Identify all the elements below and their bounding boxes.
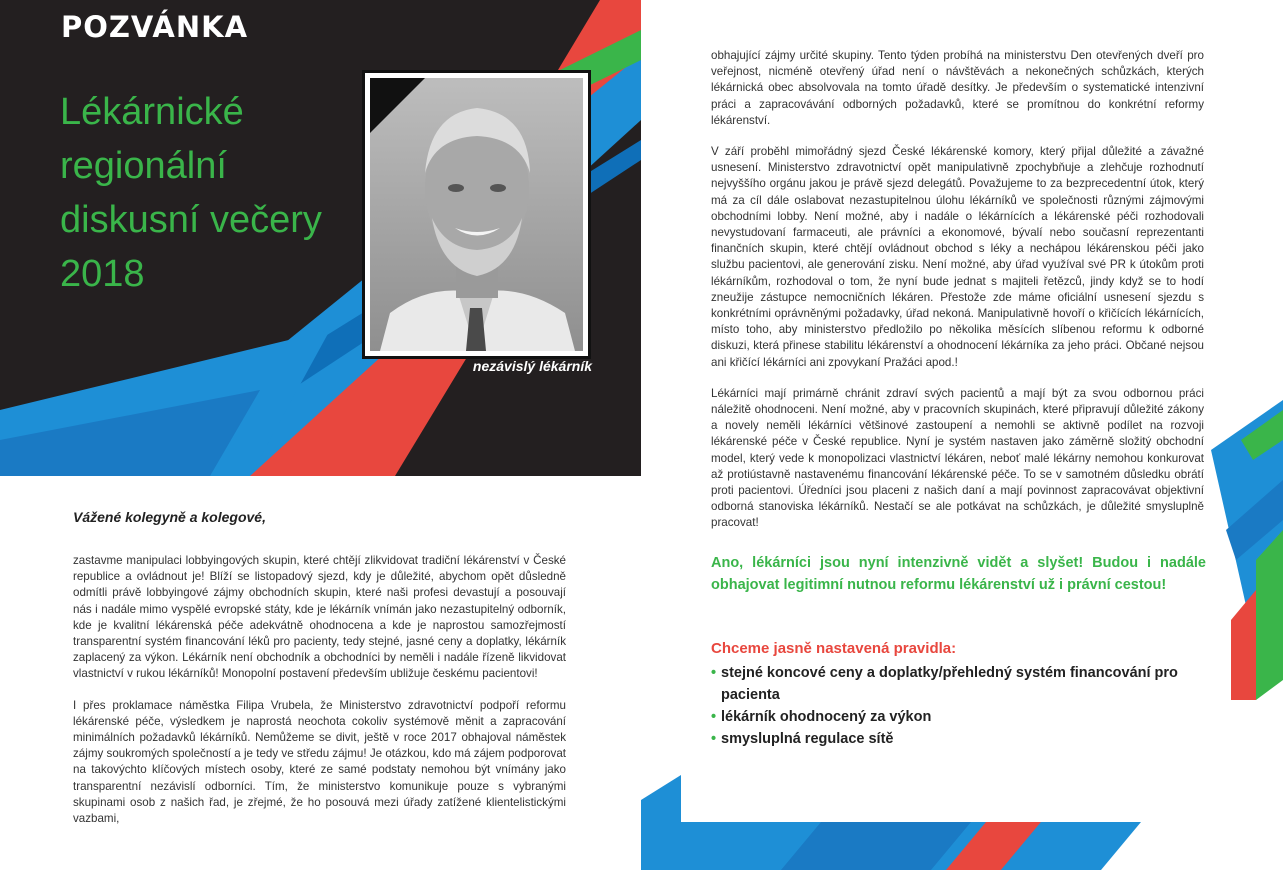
highlight-statement: Ano, lékárníci jsou nyní intenzivně vidět a slyšet! Budou i nadále obhajovat legitimní nutnou reformu lékárenství už i právní cestou! (711, 555, 1206, 593)
list-item: • lékárník ohodnocený za výkon (711, 706, 1191, 728)
pharmacist-photo (365, 73, 588, 356)
title-line: 2018 (60, 253, 145, 295)
body-paragraph: I přes proklamace náměstka Filipa Vrubela, že Ministerstvo zdravotnictví podpoří reformu lékárenské péče, výsledkem je naprostá neochota cokoliv systémově měnit a zapracování minimálních požadavků lékárníků. Nemůžeme se divit, ještě v roce 2017 obhajoval náměstek zájmy soukromých společností a je tedy ve středu zájmu! Je otázkou, kdo má zájem podporovat na takovýchto klíčových místech osoby, které ze samé podstaty nemohou být vnímány jako transparentní nezávislí odborníci. Tím, že ministerstvo komunikuje pouze s vybranými skupinami osob z našich řad, je zřejmé, že ho posouvá mezi úřady zatížené klientelistickými vazbami, (73, 698, 566, 826)
body-paragraph: obhajující zájmy určité skupiny. Tento týden probíhá na ministerstvu Den otevřených dveří pro veřejnost, nicméně otevřený úřad není o návštěvách a nekonečných schůzkách, kterých lékárnická obec absolvovala na tomto úřadě desítky. Je především o systematické intenzivní práci a zapracovávání odborných požadavků, které se promítnou do konkrétní reformy lékárenství. (711, 49, 1204, 127)
pharmacist-portrait-image (370, 78, 583, 351)
letter-body-right (711, 48, 1204, 547)
body-paragraph: V září proběhl mimořádný sjezd České lékárenské komory, který přijal důležité a závažné usnesení. Ministerstvo zdravotnictví opět manipulativně zpochybňuje a zlehčuje rozhodnutí nejvyššího orgánu jakou je právě sjezd delegátů. Považujeme to za bezprecedentní útok, který má za cíl dále oslabovat nezastupitelnou úlohu lékárníků ve společnosti různými zájmovými obchodními lobby. Není možné, aby i nadále o lékárnících a lékárenské péči rozhodovali nevystudovaní farmaceuti, ale právníci a ekonomové, bývalí nebo současní reprezentanti finančních skupin, které chtějí ovládnout obchod s léky a nechápou lékárenskou péči jako službu pacientovi, ale generování zisku. Není možné, aby úřad využíval své PR k útokům proti lékárníkům, rozhodoval o tom, že nyní bude jednat s majiteli řetězců, jindy když se to hodí zneužije zástupce nemocničních lékáren. Přestože zde máme oficiální usnesení sjezdu s konkrétními oprávněnými požadavky, úřad nekoná. Manipulativně hovoří o křičících lékárnících, místo toho, aby ministerstvo předložilo po několika měsících slíbenou reformu k odborné diskuzi, která přinese stabilitu lékárenství a ohodnocení lékárníka za jeho práci. Občané nejsou ani křičící lékárníci ani zpovykaní Pražáci apod.! (711, 145, 1204, 369)
invitation-header: POZVÁNKA (61, 10, 249, 44)
photo-caption: nezávislý lékárník (472, 358, 592, 374)
right-page (641, 0, 1283, 870)
letter-body-left (73, 553, 566, 842)
body-paragraph: zastavme manipulaci lobbyingových skupin, které chtějí zlikvidovat tradiční lékárenství v České republice a ovládnout je! Blíží se listopadový sjezd, kdy je důležité, abychom opět důsledně odmítli právě lobbyingové zájmy obchodních skupin, které naši profesi devastují a posouvají nás i nadále mimo vyspělé evropské státy, kde je lékárník vnímán jako nezastupitelný odborník, kde je kvalitní lékárenská péče adekvátně ohodnocena a kde je naprostou samozřejmostí transparentní systém financování léků pro pacienty, tedy stejné, jasné ceny a doplatky, lékárník zaplacený za výkon. Lékárník není obchodník a obchodníci by neměli i nadále řízeně likvidovat vlastnictví v rukou lékárníků! Monopolní postavení především ubližuje českému pacientovi! (73, 554, 566, 681)
salutation: Vážené kolegyně a kolegové, (73, 509, 266, 525)
title-line: regionální (60, 145, 227, 187)
body-paragraph: Lékárníci mají primárně chránit zdraví svých pacientů a mají být za svou odbornou práci náležitě ohodnoceni. Není možné, aby v pracovních skupinách, které připravují důležité zákony a novely neměli lékárníci většinové zastoupení a nemohli se aktivně podílet na rozvoji lékárenské péče v České republice. Nyní je systém nastaven jako záměrně složitý obchodní model, který vede k monopolizaci vlastnictví lékáren, neboť malé lékárny nemohou konkurovat až protiústavně nastavenému financování lékárenské péče. To se v samotném důsledku obrátí proti pacientovi. Úředníci jsou placeni z našich daní a mají povinnost zapracovávat objektivní odborná stanoviska lékárníků. Nestačí se ale potkávat na schůzkách, je důležité smysluplně pracovat! (711, 386, 1204, 530)
hero-banner (0, 0, 641, 476)
list-item: • stejné koncové ceny a doplatky/přehledný systém financování pro pacienta (711, 662, 1191, 706)
rules-heading: Chceme jasně nastavená pravidla: (711, 640, 957, 657)
left-page (0, 0, 641, 870)
list-item: • smysluplná regulace sítě (711, 728, 1191, 750)
rules-list (711, 662, 1191, 750)
title-line: Lékárnické (60, 91, 244, 133)
event-title (60, 85, 380, 301)
title-line: diskusní večery (60, 199, 322, 241)
